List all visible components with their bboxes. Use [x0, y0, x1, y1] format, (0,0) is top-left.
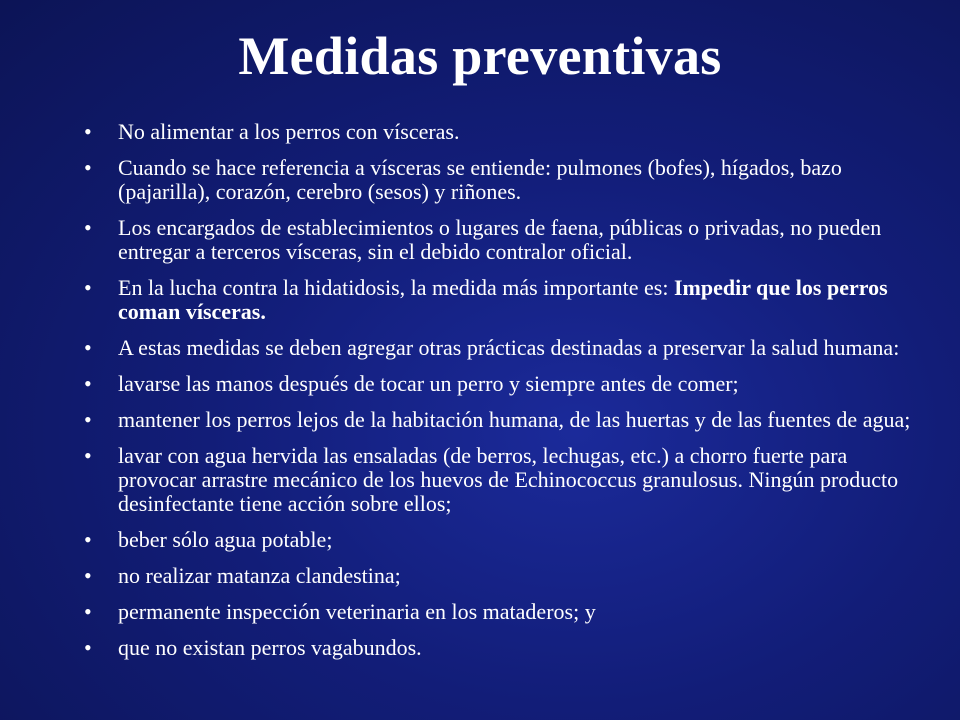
bullet-item: • Los encargados de establecimientos o lugares de faena, públicas o privadas, no pueden entregar a terceros vísceras, sin el debido contralor oficial. [82, 216, 912, 264]
bullet-item: • no realizar matanza clandestina; [82, 564, 912, 588]
slide-title: Medidas preventivas [238, 26, 722, 86]
bullet-item: • permanente inspección veterinaria en los mataderos; y [82, 600, 912, 624]
bullet-item: • mantener los perros lejos de la habitación humana, de las huertas y de las fuentes de agua; [82, 408, 912, 432]
bullet-item: • lavar con agua hervida las ensaladas (de berros, lechugas, etc.) a chorro fuerte para provocar arrastre mecánico de los huevos de Echinococcus granulosus. Ningún producto desinfectante tiene acción sobre ellos; [82, 444, 912, 516]
bullet-item: • lavarse las manos después de tocar un perro y siempre antes de comer; [82, 372, 912, 396]
bullet-list [82, 120, 912, 672]
bullet-item: • A estas medidas se deben agregar otras prácticas destinadas a preservar la salud humana: [82, 336, 912, 360]
bullet-item [82, 276, 912, 324]
bullet-item: • No alimentar a los perros con vísceras. [82, 120, 912, 144]
bullet-text: En la lucha contra la hidatidosis, la medida más importante es: [118, 275, 674, 300]
bullet-item: • beber sólo agua potable; [82, 528, 912, 552]
bullet-item: • que no existan perros vagabundos. [82, 636, 912, 660]
bullet-item: • Cuando se hace referencia a vísceras se entiende: pulmones (bofes), hígados, bazo (pajarilla), corazón, cerebro (sesos) y riñones. [82, 156, 912, 204]
bullet-emphasis: Impedir que los perros coman vísceras. [118, 275, 888, 324]
